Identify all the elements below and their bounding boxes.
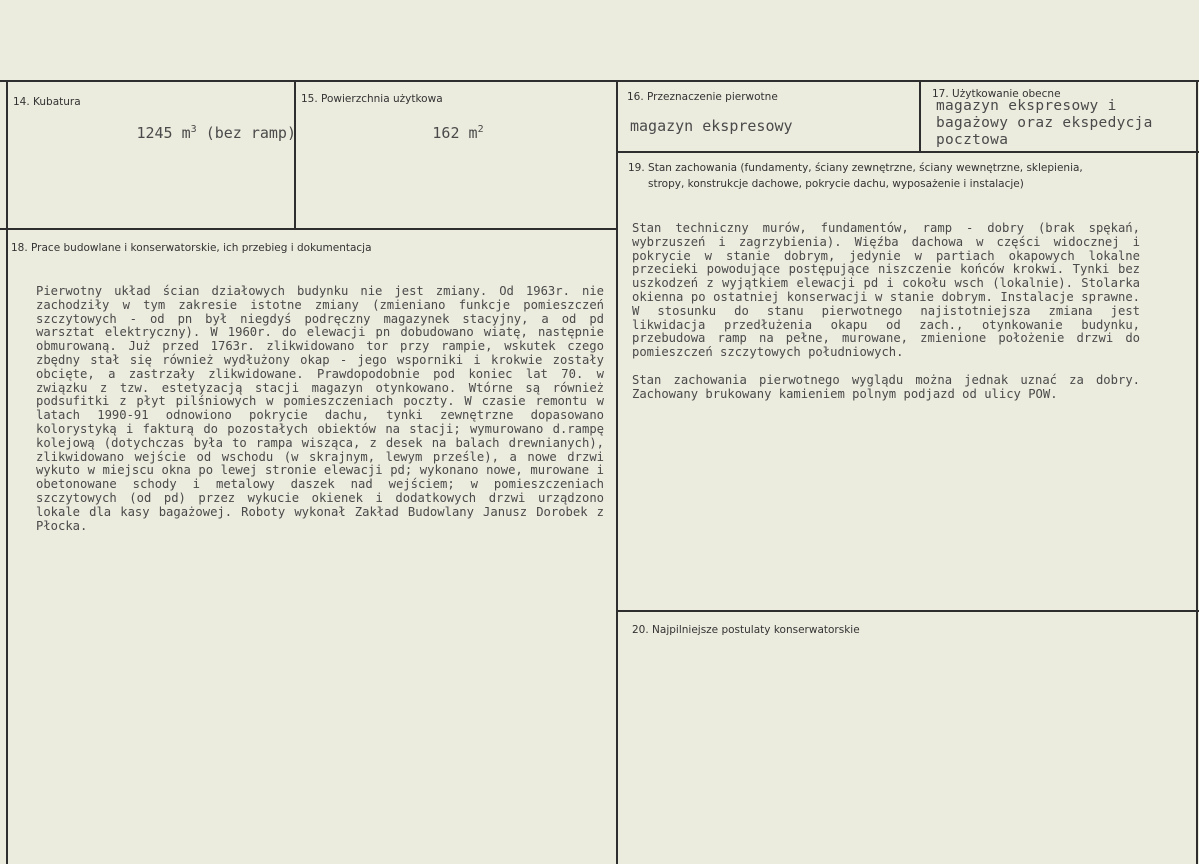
field-14-value xyxy=(96,124,296,142)
field-18-label: 18. Prace budowlane i konserwatorskie, ich przebieg i dokumentacja xyxy=(11,242,372,254)
field-16-label: 16. Przeznaczenie pierwotne xyxy=(627,91,778,103)
field-15-value xyxy=(300,124,616,142)
field-19-para1: Stan techniczny murów, fundamentów, ramp - dobry (brak spękań, wybrzuszeń i zagrzybienia). Więźba dachowa w części widocznej i pokrycie w stanie dobrym, jedynie w partiach okapowych lokalne przecieki powodujące postępujące niszczenie końców krokwi. Tynki bez uszkodzeń z wyjątkiem elewacji pd i cokołu wsch (lokalnie). Stolarka okienna po ostatniej konserwacji w stanie dobrym. Instalacje sprawne. W stosunku do stanu pierwotnego najistotniejsza zmiana jest likwidacja przedłużenia okapu od zach., otynkowanie budynku, przebudowa ramp na pełne, murowane, zmienione położenie drzwi do pomieszczeń szczytowych południowych. xyxy=(632,221,1140,360)
field-15-sup: 2 xyxy=(477,124,484,135)
rule-top xyxy=(0,80,1199,82)
field-16-value: magazyn ekspresowy xyxy=(630,117,793,135)
field-15-number: 162 xyxy=(432,124,460,142)
rule-v-left xyxy=(6,80,8,864)
field-17-value: magazyn ekspresowy i bagażowy oraz ekspedycja pocztowa xyxy=(936,98,1153,148)
field-14-sup: 3 xyxy=(190,124,197,135)
field-19-label-line1: 19. Stan zachowania (fundamenty, ściany zewnętrzne, ściany wewnętrzne, sklepienia, xyxy=(628,162,1083,174)
rule-right-17 xyxy=(618,151,1199,153)
rule-right-19 xyxy=(618,610,1199,612)
field-18-text: Pierwotny układ ścian działowych budynku nie jest zmiany. Od 1963r. nie zachodziły w tym zakresie istotne zmiany (zmieniano funkcje pomieszczeń szczytowych - od pn był niegdyś podręczny magazynek stacyjny, a od pd warsztat elektryczny). W 1960r. do elewacji pn dobudowano wiatę, następnie obmurowaną. Już przed 1763r. zlikwidowano tor przy rampie, wskutek czego zbędny stał się również wydłużony okap - jego wsporniki i krokwie zostały obcięte, a zastrzały zlikwidowane. Prawdopodobnie pod koniec lat 70. w związku z tzw. estetyzacją stacji magazyn otynkowano. Wtórne są również podsufitki z płyt pilśniowych w pomieszczeniach poczty. W czasie remontu w latach 1990-91 odnowiono pokrycie dachu, tynki zewnętrzne dopasowano kolorystyką i fakturą do pozostałych obiektów na stacji; wymurowano d.rampę kolejową (dotychczas była to rampa wisząca, z desek na balach drewnianych), zlikwidowano wejście od wschodu (w skrajnym, lewym prześle), a nowe drzwi wykuto w miejscu okna po lewej stronie elewacji pd; wykonano nowe, murowane i obetonowane schody i metalowy daszek nad wejściem; w pomieszczeniach szczytowych (od pd) przez wykucie okienek i dodatkowych drzwi urządzono lokale dla kasy bagażowej. Roboty wykonał Zakład Budowlany Janusz Dorobek z Płocka. xyxy=(36,284,604,533)
field-17-label: 17. Użytkowanie obecne xyxy=(932,88,1061,100)
field-14-label: 14. Kubatura xyxy=(13,96,81,108)
rule-row2 xyxy=(0,228,618,230)
field-14-unit: m xyxy=(181,124,191,142)
rule-v-mid xyxy=(616,80,618,864)
field-14-number: 1245 xyxy=(136,124,173,142)
field-15-label: 15. Powierzchnia użytkowa xyxy=(301,93,443,105)
field-14-note: (bez ramp) xyxy=(205,124,296,142)
field-20-label: 20. Najpilniejsze postulaty konserwatorskie xyxy=(632,624,860,636)
field-19-label-line2: stropy, konstrukcje dachowe, pokrycie dachu, wyposażenie i instalacje) xyxy=(648,178,1024,190)
rule-v-right xyxy=(1196,80,1198,864)
field-19-text xyxy=(632,222,1140,416)
field-15-unit: m xyxy=(468,124,478,142)
field-19-para2: Stan zachowania pierwotnego wyglądu można jednak uznać za dobry. Zachowany brukowany kamieniem polnym podjazd od ulicy POW. xyxy=(632,372,1140,401)
rule-v-16-17 xyxy=(919,80,921,151)
rule-v-14-15 xyxy=(294,80,296,228)
